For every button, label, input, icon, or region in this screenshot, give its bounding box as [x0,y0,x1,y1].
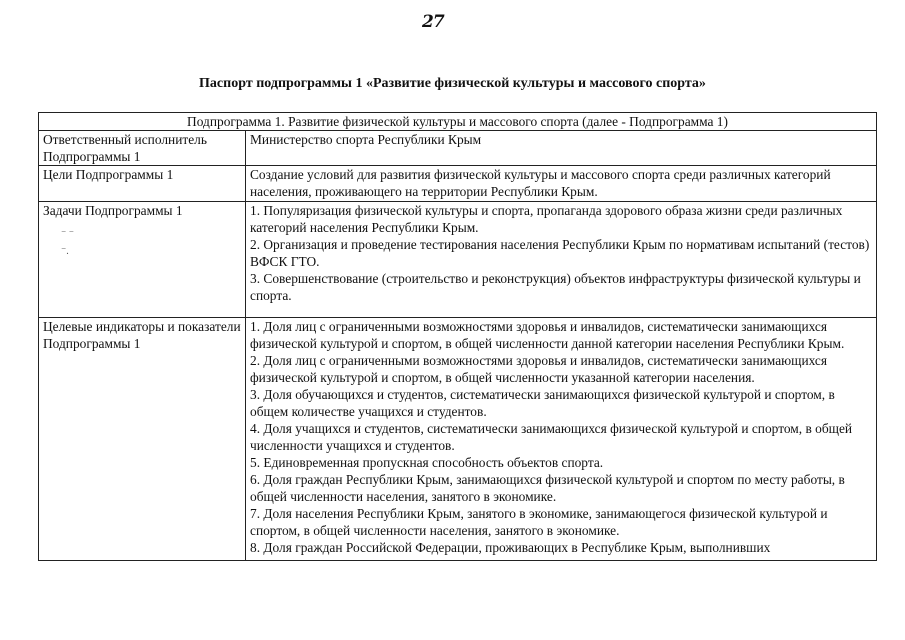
indicator-item: 6. Доля граждан Республики Крым, занимающихся физической культурой и спортом по месту работы, в общей численности населения, занятого в экономике. [250,472,845,504]
row-label-tasks [39,202,246,318]
table-row-executor [39,131,877,166]
scan-mark: ⁻ ⁻ ⁻. [61,229,75,257]
passport-table [38,112,877,561]
row-value-executor [246,131,877,166]
indicator-item: 8. Доля граждан Российской Федерации, проживающих в Республике Крым, выполнивших [250,540,771,555]
indicator-item: 4. Доля учащихся и студентов, систематически занимающихся физической культурой и спортом, в общей численности учащихся и студентов. [250,421,853,453]
table-header: Подпрограмма 1. Развитие физической культуры и массового спорта (далее - Подпрограмма 1) [39,113,877,131]
indicator-item: 1. Доля лиц с ограниченными возможностями здоровья и инвалидов, систематически занимающихся физической культурой и спортом, в общей численности данной категории населения Республики Крым. [250,319,845,351]
row-label-executor: Ответственный исполнитель Подпрограммы 1 [39,131,246,166]
table-header-row [39,113,877,131]
indicator-item: 3. Доля обучающихся и студентов, систематически занимающихся физической культурой и спортом, в общем количестве учащихся и студентов. [250,387,835,419]
indicator-item: 2. Доля лиц с ограниченными возможностями здоровья и инвалидов, систематически занимающихся физической культурой и спортом, в общей численности указанной категории населения. [250,353,828,385]
row-value-indicators [246,318,877,561]
executor-text: Министерство спорта Республики Крым [250,132,482,147]
row-value-goals [246,166,877,202]
document-title: Паспорт подпрограммы 1 «Развитие физической культуры и массового спорта» [199,76,706,91]
task-item: 3. Совершенствование (строительство и реконструкция) объектов инфраструктуры физической культуры и спорта. [250,271,861,303]
row-value-tasks [246,202,877,318]
table-row-indicators [39,318,877,561]
task-item: 1. Популяризация физической культуры и спорта, пропаганда здорового образа жизни среди различных категорий населения Республики Крым. [250,203,843,235]
indicator-item: 5. Единовременная пропускная способность объектов спорта. [250,455,604,470]
row-label-goals: Цели Подпрограммы 1 [39,166,246,202]
task-item: 2. Организация и проведение тестирования населения Республики Крым по нормативам испытаний (тестов) ВФСК ГТО. [250,237,870,269]
table-row-goals [39,166,877,202]
page-number: 27 [422,12,444,32]
goal-text: Создание условий для развития физической культуры и массового спорта среди различных категорий населения, проживающего на территории Республики Крым. [250,167,831,199]
indicator-item: 7. Доля населения Республики Крым, занятого в экономике, занимающегося физической культурой и спортом, в общей численности населения, занятого в экономике. [250,506,828,538]
table-row-tasks [39,202,877,318]
tasks-label-text: Задачи Подпрограммы 1 [43,203,183,218]
row-label-indicators: Целевые индикаторы и показатели Подпрограммы 1 [39,318,246,561]
